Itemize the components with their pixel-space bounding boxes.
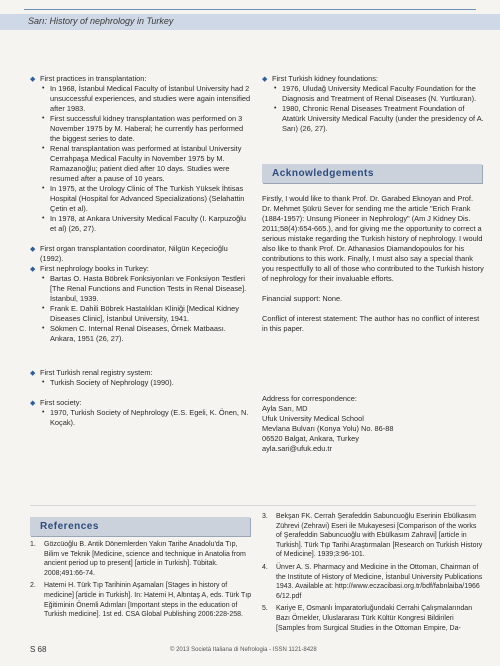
- reference-item: 3. Bekşan FK. Cerrah Şerafeddin Sabuncuoğlu Eserinin Ebülkasım Zührevi (Zehravi) Eseri ile Mukayesesi [Comparison of the works of Şerafeddin Sabuncuoğlu with Ebülkasım Zahravi] [article in Turkish]. Türk Tıp Tarihi Araştırmaları [Research on Turkish History of Medicine]. 1939;3:96-101.: [262, 513, 483, 559]
- transplantation-heading: ◆ First practices in transplantation:: [30, 74, 147, 83]
- acknowledgements-text: Firstly, I would like to thank Prof. Dr. Garabed Eknoyan and Prof. Dr. Mehmet Şükrü Sever for sending me the article "Erich Frank (1884-1957): Unsung Pioneer in Nephrology" (Am J Kidney Dis. 2011;58(4):654-665.), and for giving me the opportunity to correct a serious mistake regarding the Turkish history of nephrology. I would also like to thank Prof. Dr. Athanasios Diamandopoulos for his contributions to this work. Finally, I must also say a special thank you respectfully to all of those who contributed to the Turkish history of nephrology for their invaluable efforts.: [262, 194, 484, 283]
- dot-bullet-icon: •: [42, 215, 45, 222]
- financial-support: Financial support: None.: [262, 294, 343, 303]
- reference-item: 2. Hatemi H. Türk Tıp Tarihinin Aşamaları [Stages in history of medicine] [article in Turkish]. In: Hatemi H, Altıntaş A, eds. Türk Tıp Eğitiminin Önemli Adımları [Important steps in the education of Turkish medicine]. 1st ed. CSA Global Publishing 2006:228-258.: [30, 582, 252, 619]
- dot-bullet-icon: •: [274, 85, 277, 92]
- diamond-bullet-icon: ◆: [30, 76, 36, 83]
- diamond-bullet-icon: ◆: [30, 266, 36, 273]
- correspondence-block: [262, 394, 484, 454]
- dot-bullet-icon: •: [274, 105, 277, 112]
- correspondence-email[interactable]: ayla.sari@ufuk.edu.tr: [262, 444, 332, 453]
- correspondence-line: 06520 Balgat, Ankara, Turkey: [262, 434, 359, 443]
- dot-bullet-icon: •: [42, 409, 45, 416]
- registry-heading: ◆ First Turkish renal registry system:: [30, 368, 153, 377]
- left-column: [30, 74, 252, 428]
- diamond-bullet-icon: ◆: [30, 246, 36, 253]
- references-left: [30, 540, 252, 623]
- running-header: [0, 14, 500, 30]
- list-item: • Turkish Society of Nephrology (1990).: [42, 378, 174, 387]
- list-item: • Renal transplantation was performed at İstanbul University Cerrahpaşa Medical Faculty in November 1975 by M. Ramazanoğlu; patient died after 10 days. Studies were resumed after a pause of 10 years.: [42, 144, 242, 183]
- dot-bullet-icon: •: [42, 185, 45, 192]
- list-item: • First successful kidney transplantation was performed on 3 November 1975 by M. Haberal; he currently has performed the biggest series to date.: [42, 114, 244, 143]
- list-item: • 1970, Turkish Society of Nephrology (E.S. Egeli, K. Önen, N. Koçak).: [42, 408, 249, 427]
- dot-bullet-icon: •: [42, 115, 45, 122]
- correspondence-line: Ufuk University Medical School: [262, 414, 364, 423]
- books-heading: ◆ First nephrology books in Turkey:: [30, 264, 149, 273]
- dot-bullet-icon: •: [42, 379, 45, 386]
- correspondence-line: Ayla Sarı, MD: [262, 404, 308, 413]
- dot-bullet-icon: •: [42, 325, 45, 332]
- reference-item: 4. Ünver A. S. Pharmacy and Medicine in the Ottoman, Chairman of the Institute of History of Medicine, İstanbul University Publications 1943. Available at: http://www.eczacibasi.org.tr/bdf/fabnlaiba/1966 6/12.pdf: [262, 563, 483, 600]
- coordinator-item: ◆ First organ transplantation coordinator, Nilgün Keçecioğlu (1992).: [30, 244, 228, 263]
- correspondence-line: Address for correspondence:: [262, 394, 357, 403]
- society-heading: ◆ First society:: [30, 398, 82, 407]
- acknowledgements-heading: Acknowledgements: [262, 164, 482, 183]
- page-number: S 68: [30, 645, 47, 654]
- foundations-heading: ◆ First Turkish kidney foundations:: [262, 74, 378, 83]
- dot-bullet-icon: •: [42, 275, 45, 282]
- dot-bullet-icon: •: [42, 145, 45, 152]
- dot-bullet-icon: •: [42, 305, 45, 312]
- list-item: • In 1968, İstanbul Medical Faculty of İstanbul University had 2 unsuccessful experiences, and studies were again intensified after 1983.: [42, 84, 251, 113]
- references-right: [262, 512, 484, 636]
- list-item: • In 1975, at the Urology Clinic of The Turkish Yüksek İhtisas Hospital (Hospital for Advanced Specializations) (Selahattin Çetin et al).: [42, 184, 245, 213]
- right-column: [262, 74, 484, 134]
- reference-item: 5. Kariye E, Osmanlı İmparatorluğundaki Cerrahi Çalışmalarından Bazı Örnekler, Uluslararası Türk Kültür Kongresi Bildirileri [Samples from Surgical Studies in the Ottoman Empire, Da-: [262, 605, 473, 632]
- reference-item: 1. Gözcüoğlu B. Antik Dönemlerden Yakın Tarihe Anadolu'da Tıp, Bilim ve Teknik [Medicine, science and technique in Anatolia from ancient period up to present] [article in Turkish]. Tübitak. 2008;491:66-74.: [30, 541, 246, 577]
- list-item: • 1976, Uludağ University Medical Faculty Foundation for the Diagnosis and Treatment of Renal Diseases (N. Yurtkuran).: [274, 84, 477, 103]
- correspondence-line: Mevlana Bulvarı (Konya Yolu) No. 86-88: [262, 424, 394, 433]
- diamond-bullet-icon: ◆: [30, 370, 36, 377]
- references-heading: References: [30, 517, 250, 536]
- list-item: • Sökmen C. Internal Renal Diseases, Örnek Matbaası. Ankara, 1951 (26, 27).: [42, 324, 226, 343]
- list-item: • 1980, Chronic Renal Diseases Treatment Foundation of Atatürk University Medical Faculty (under the presidency of A. Sarı) (26, 27).: [274, 104, 484, 133]
- copyright-line: © 2013 Società Italiana di Nefrologia - ISSN 1121-8428: [170, 647, 317, 653]
- conflict-statement: Conflict of interest statement: The author has no conflict of interest in this paper.: [262, 314, 480, 333]
- diamond-bullet-icon: ◆: [262, 76, 268, 83]
- top-rule: [24, 9, 476, 10]
- acknowledgements-body: [262, 194, 484, 334]
- list-item: • Bartas O. Hasta Böbrek Fonksiyonları ve Fonksiyon Testleri [The Renal Functions and Function Tests in Renal Disease]. İstanbul, 1939.: [42, 274, 247, 303]
- list-item: • In 1978, at Ankara University Medical Faculty (I. Karpuzoğlu et al) (26, 27).: [42, 214, 246, 233]
- dot-bullet-icon: •: [42, 85, 45, 92]
- list-item: • Frank E. Dahili Böbrek Hastalıkları Kliniği [Medical Kidney Diseases Clinic], İstanbul University, 1941.: [42, 304, 239, 323]
- running-header-title: Sarı: History of nephrology in Turkey: [28, 16, 174, 26]
- diamond-bullet-icon: ◆: [30, 400, 36, 407]
- section-divider: [30, 505, 476, 506]
